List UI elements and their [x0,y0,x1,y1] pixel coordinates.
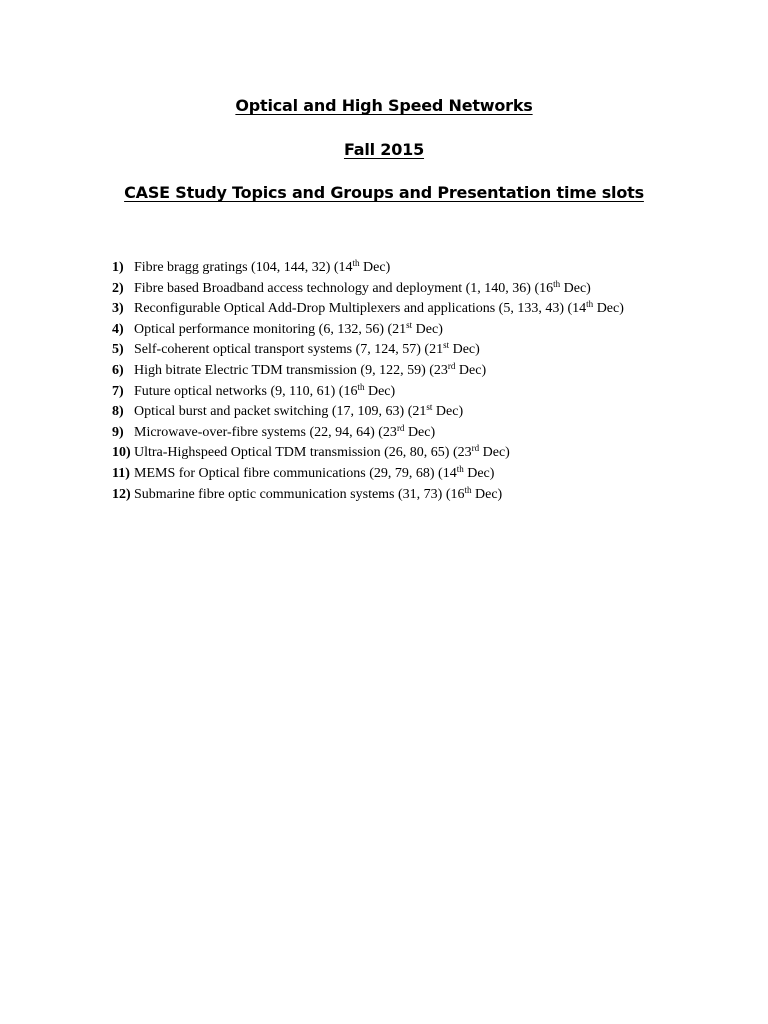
topic-date-tail: Dec) [593,301,624,317]
topic-number: 12) [112,486,131,502]
date-suffix: st [406,319,413,330]
topic-item [112,423,752,444]
topic-item [112,320,752,341]
topic-text: Submarine fibre optic communication systems (31, 73) (16 [134,486,465,502]
date-suffix: st [426,402,433,413]
date-suffix: th [553,278,561,289]
topic-text: Future optical networks (9, 110, 61) (16 [134,383,358,399]
topic-date-tail: Dec) [449,342,480,358]
topic-date-tail: Dec) [463,465,495,481]
topic-date-tail: Dec) [432,404,464,420]
document-term: Fall 2015 [343,140,425,159]
topic-item [112,382,752,403]
topic-date-tail: Dec) [364,383,396,399]
topic-text: Fibre based Broadband access technology and deployment (1, 140, 36) (16 [134,280,554,296]
topic-number: 11) [112,465,130,481]
topic-text: Optical burst and packet switching (17, 109, 63) (21 [134,404,427,420]
topic-number: 6) [112,362,124,378]
topic-number: 1) [112,260,124,275]
topic-date-tail: Dec) [359,260,391,275]
document-title: Optical and High Speed Networks [235,96,533,115]
topic-text: Reconfigurable Optical Add-Drop Multiplexers and applications (5, 133, 43) (14 [134,301,587,317]
date-suffix: th [464,484,472,495]
topic-item [112,402,752,423]
topic-date-tail: Dec) [479,445,510,461]
topic-number: 4) [112,321,124,337]
topic-date-tail: Dec) [404,424,436,440]
date-suffix: th [352,258,360,268]
topic-item [112,299,752,320]
topic-number: 7) [112,383,124,399]
topic-text: Microwave-over-fibre systems (22, 94, 64) (23 [134,424,397,440]
date-suffix: th [586,299,594,310]
topic-item [112,340,752,361]
topic-text: Optical performance monitoring (6, 132, 56) (21 [134,321,407,337]
topic-date-tail: Dec) [560,280,591,296]
topic-number: 9) [112,424,124,440]
date-suffix: th [456,463,464,474]
date-suffix: st [443,340,450,351]
date-suffix: rd [471,443,480,454]
topic-number: 2) [112,280,124,296]
topic-item [112,485,752,506]
topic-date-tail: Dec) [455,362,487,378]
topic-text: Ultra-Highspeed Optical TDM transmission (26, 80, 65) (23 [134,445,472,461]
topic-number: 10) [112,445,131,461]
topic-item [112,464,752,485]
topic-text: Self-coherent optical transport systems (7, 124, 57) (21 [134,342,444,358]
topic-item [112,258,752,279]
date-suffix: th [357,381,365,392]
topic-text: High bitrate Electric TDM transmission (9, 122, 59) (23 [134,362,448,378]
topic-text: MEMS for Optical fibre communications (29, 79, 68) (14 [134,465,457,481]
topic-item [112,361,752,382]
topic-number: 5) [112,342,124,358]
document-subtitle: CASE Study Topics and Groups and Presentation time slots [124,183,644,202]
topic-date-tail: Dec) [471,486,503,502]
topic-text: Fibre bragg gratings (104, 144, 32) (14 [134,260,353,275]
topic-item [112,443,752,464]
topic-date-tail: Dec) [412,321,443,337]
topic-number: 3) [112,301,124,317]
date-suffix: rd [396,422,405,433]
topic-list [112,258,752,505]
topic-item [112,279,752,300]
topic-number: 8) [112,404,124,420]
date-suffix: rd [447,360,456,371]
